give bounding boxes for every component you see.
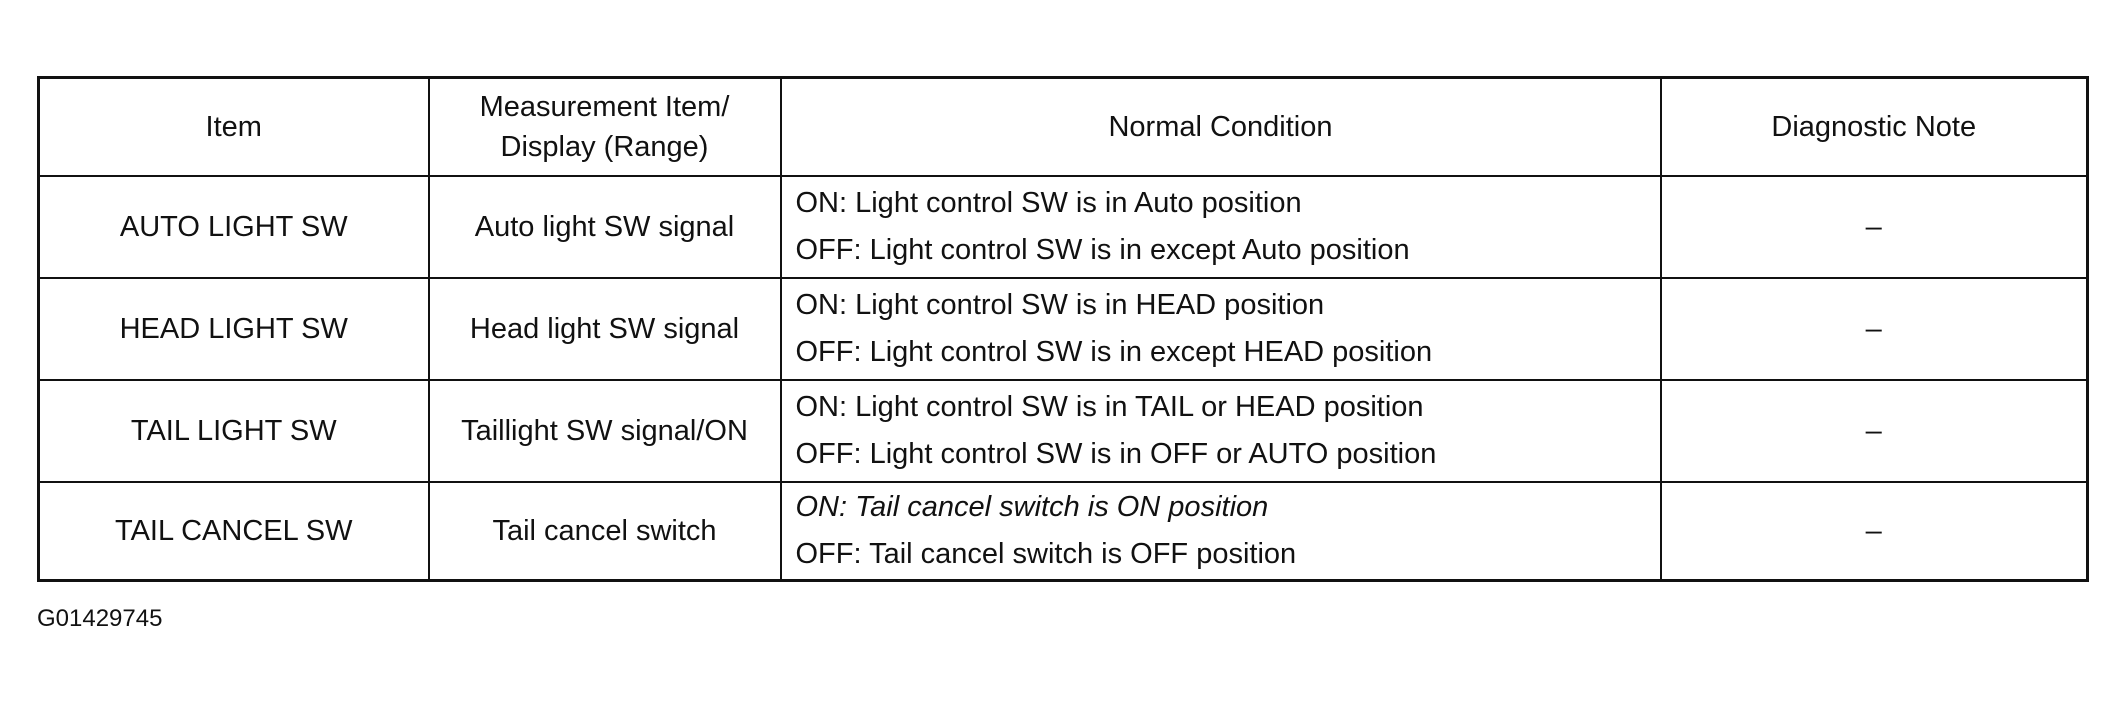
condition-off-text: OFF: Light control SW is in except HEAD position — [795, 336, 1433, 368]
condition-on-text: ON: Light control SW is in Auto position — [795, 187, 1302, 219]
table-header — [39, 78, 2088, 177]
table-row — [39, 176, 2088, 278]
header-normal-condition: Normal Condition — [781, 78, 1661, 177]
cell-measurement: Tail cancel switch — [429, 482, 781, 581]
table-body — [39, 176, 2088, 581]
condition-on-text: ON: Light control SW is in TAIL or HEAD position — [795, 391, 1424, 423]
cell-normal-condition — [781, 278, 1661, 380]
cell-normal-condition — [781, 380, 1661, 482]
cell-diagnostic-note: – — [1661, 380, 2088, 482]
cell-measurement: Head light SW signal — [429, 278, 781, 380]
condition-off-text: OFF: Light control SW is in OFF or AUTO position — [795, 438, 1437, 470]
cell-diagnostic-note: – — [1661, 176, 2088, 278]
cell-item: AUTO LIGHT SW — [39, 176, 429, 278]
cell-measurement: Auto light SW signal — [429, 176, 781, 278]
cell-normal-condition — [781, 176, 1661, 278]
condition-on-text: ON: Light control SW is in HEAD position — [795, 289, 1325, 321]
header-measurement-line-2: Display (Range) — [500, 131, 709, 163]
table-row — [39, 278, 2088, 380]
header-measurement-line-1: Measurement Item/ — [479, 91, 730, 123]
condition-on-text: ON: Tail cancel switch is ON position — [795, 491, 1269, 523]
condition-off-text: OFF: Tail cancel switch is OFF position — [795, 538, 1297, 570]
header-row — [39, 78, 2088, 177]
header-measurement-item — [429, 78, 781, 177]
figure-id-label: G01429745 — [37, 605, 163, 632]
cell-item: TAIL CANCEL SW — [39, 482, 429, 581]
header-item: Item — [39, 78, 429, 177]
cell-diagnostic-note: – — [1661, 482, 2088, 581]
diagnostic-data-table — [37, 76, 2089, 582]
cell-measurement: Taillight SW signal/ON — [429, 380, 781, 482]
cell-normal-condition — [781, 482, 1661, 581]
cell-item: HEAD LIGHT SW — [39, 278, 429, 380]
cell-diagnostic-note: – — [1661, 278, 2088, 380]
cell-item: TAIL LIGHT SW — [39, 380, 429, 482]
table-row — [39, 380, 2088, 482]
header-diagnostic-note: Diagnostic Note — [1661, 78, 2088, 177]
condition-off-text: OFF: Light control SW is in except Auto position — [795, 234, 1410, 266]
table-row — [39, 482, 2088, 581]
